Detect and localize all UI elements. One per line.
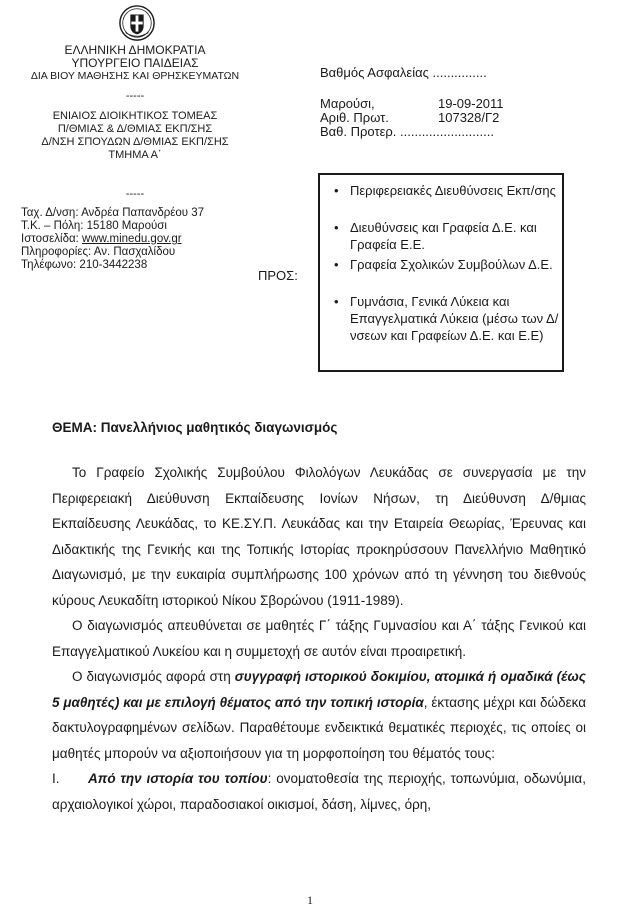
directorate-name: Δ/ΝΣΗ ΣΠΟΥΔΩΝ Δ/ΘΜΙΑΣ ΕΚΠ/ΣΗΣ xyxy=(41,136,229,148)
bullet-icon: • xyxy=(334,220,339,235)
contact-website-label: Ιστοσελίδα: xyxy=(21,233,83,245)
body-text xyxy=(52,460,586,817)
protocol-label: Αριθ. Πρωτ. xyxy=(320,110,389,125)
contact-phone: Τηλέφωνο: 210-3442238 xyxy=(21,259,148,271)
emphasis-text: συγγραφή ιστορικού δοκιμίου, ατομικά ή ομαδικά (έως 5 μαθητές) και με επιλογή θέματος από την τοπική ιστορία xyxy=(52,669,586,710)
page-number: 1 xyxy=(307,893,313,907)
header-separator: ----- xyxy=(125,188,145,200)
to-label: ΠΡΟΣ: xyxy=(258,268,298,283)
paragraph-3: Ο διαγωνισμός αφορά στη συγγραφή ιστορικού δοκιμίου, ατομικά ή ομαδικά (έως 5 μαθητές) και με επιλογή θέματος από την τοπική ιστορία, έκτασης μέχρι και δώδεκα δακτυλογραφημένων σελίδων. Παραθέτουμε ενδεικτικά θεματικές περιοχές, τις οποίες οι μαθητές μπορούν να αξιοποιήσουν για τη μορφοποίηση του θέματός τους: xyxy=(52,669,586,761)
recipient-item: • Διευθύνσεις και Γραφεία Δ.Ε. και Γραφεία Ε.Ε. xyxy=(334,220,537,252)
education-level: Π/ΘΜΙΑΣ & Δ/ΘΜΙΑΣ ΕΚΠ/ΣΗΣ xyxy=(57,123,213,135)
sector-name: ΕΝΙΑΙΟΣ ΔΙΟΙΚΗΤΙΚΟΣ ΤΟΜΕΑΣ xyxy=(52,110,218,122)
contact-address: Ταχ. Δ/νση: Ανδρέα Παπανδρέου 37 xyxy=(21,207,205,219)
list-item-title: Από την ιστορία του τοπίου xyxy=(88,771,268,786)
protocol-number: 107328/Γ2 xyxy=(438,110,500,125)
list-item-number: I. xyxy=(52,771,60,786)
website-link[interactable]: www.minedu.gov.gr xyxy=(82,233,182,245)
bullet-icon: • xyxy=(334,183,339,198)
document-date: 19-09-2011 xyxy=(438,96,504,111)
recipient-item: • Περιφερειακές Διευθύνσεις Εκπ/σης xyxy=(334,183,556,198)
recipient-item: • Γυμνάσια, Γενικά Λύκεια και Επαγγελματικά Λύκεια (μέσω των Δ/νσεων και Γραφείων Δ.Ε. και Ε.Ε) xyxy=(334,294,559,343)
ministry-name: ΥΠΟΥΡΓΕΙΟ ΠΑΙΔΕΙΑΣ xyxy=(71,56,199,70)
bullet-icon: • xyxy=(334,294,339,309)
security-level: Βαθμός Ασφαλείας ............... xyxy=(320,65,487,80)
paragraph-1: Το Γραφείο Σχολικής Συμβούλου Φιλολόγων Λευκάδας σε συνεργασία με την Περιφερειακή Διεύθυνση Εκπαίδευσης Ιονίων Νήσων, τη Διεύθυνση Δ/θμιας Εκπαίδευσης Λευκάδας, το ΚΕ.ΣΥ.Π. Λευκάδας και την Εταιρεία Θεωρίας, Έρευνας και Διδακτικής της Γενικής και της Τοπικής Ιστορίας προκηρύσσουν Πανελλήνιο Μαθητικό Διαγωνισμό, με την ευκαιρία συμπλήρωσης 100 χρόνων από τη γέννηση του διεθνούς κύρους Λευκαδίτη ιστορικού Νίκου Σβορώνου (1911-1989). xyxy=(52,465,586,608)
recipients-box xyxy=(318,173,564,372)
contact-info: Πληροφορίες: Αν. Πασχαλίδου xyxy=(21,246,176,258)
place: Μαρούσι, xyxy=(320,96,375,111)
bullet-icon: • xyxy=(334,257,339,272)
state-name: ΕΛΛΗΝΙΚΗ ΔΗΜΟΚΡΑΤΙΑ xyxy=(64,43,206,57)
recipient-item: • Γραφεία Σχολικών Συμβούλων Δ.Ε. xyxy=(334,257,553,272)
list-item-1 xyxy=(52,766,586,817)
department-name: ΤΜΗΜΑ Α΄ xyxy=(108,149,162,161)
list-item-text: : ονοματοθεσία της περιοχής, τοπωνύμια, οδωνύμια, αρχαιολογικοί χώροι, παραδοσιακοί οικισμοί, δάση, λίμνες, όρη, xyxy=(52,771,586,812)
priority-level: Βαθ. Προτερ. .......................... xyxy=(320,124,494,139)
contact-postal: Τ.Κ. – Πόλη: 15180 Μαρούσι xyxy=(21,220,167,232)
greek-coat-of-arms-icon xyxy=(118,4,156,42)
header-separator: ----- xyxy=(125,90,145,102)
paragraph-2: Ο διαγωνισμός απευθύνεται σε μαθητές Γ΄ τάξης Γυμνασίου και Α΄ τάξης Γενικού και Επαγγελματικού Λυκείου και η συμμετοχή σε αυτόν είναι προαιρετική. xyxy=(52,618,586,659)
ministry-subtitle: ΔΙΑ ΒΙΟΥ ΜΑΘΗΣΗΣ ΚΑΙ ΘΡΗΣΚΕΥΜΑΤΩΝ xyxy=(30,70,240,82)
subject-heading: ΘΕΜΑ: Πανελλήνιος μαθητικός διαγωνισμός xyxy=(52,420,338,435)
contact-website-row xyxy=(21,233,182,246)
